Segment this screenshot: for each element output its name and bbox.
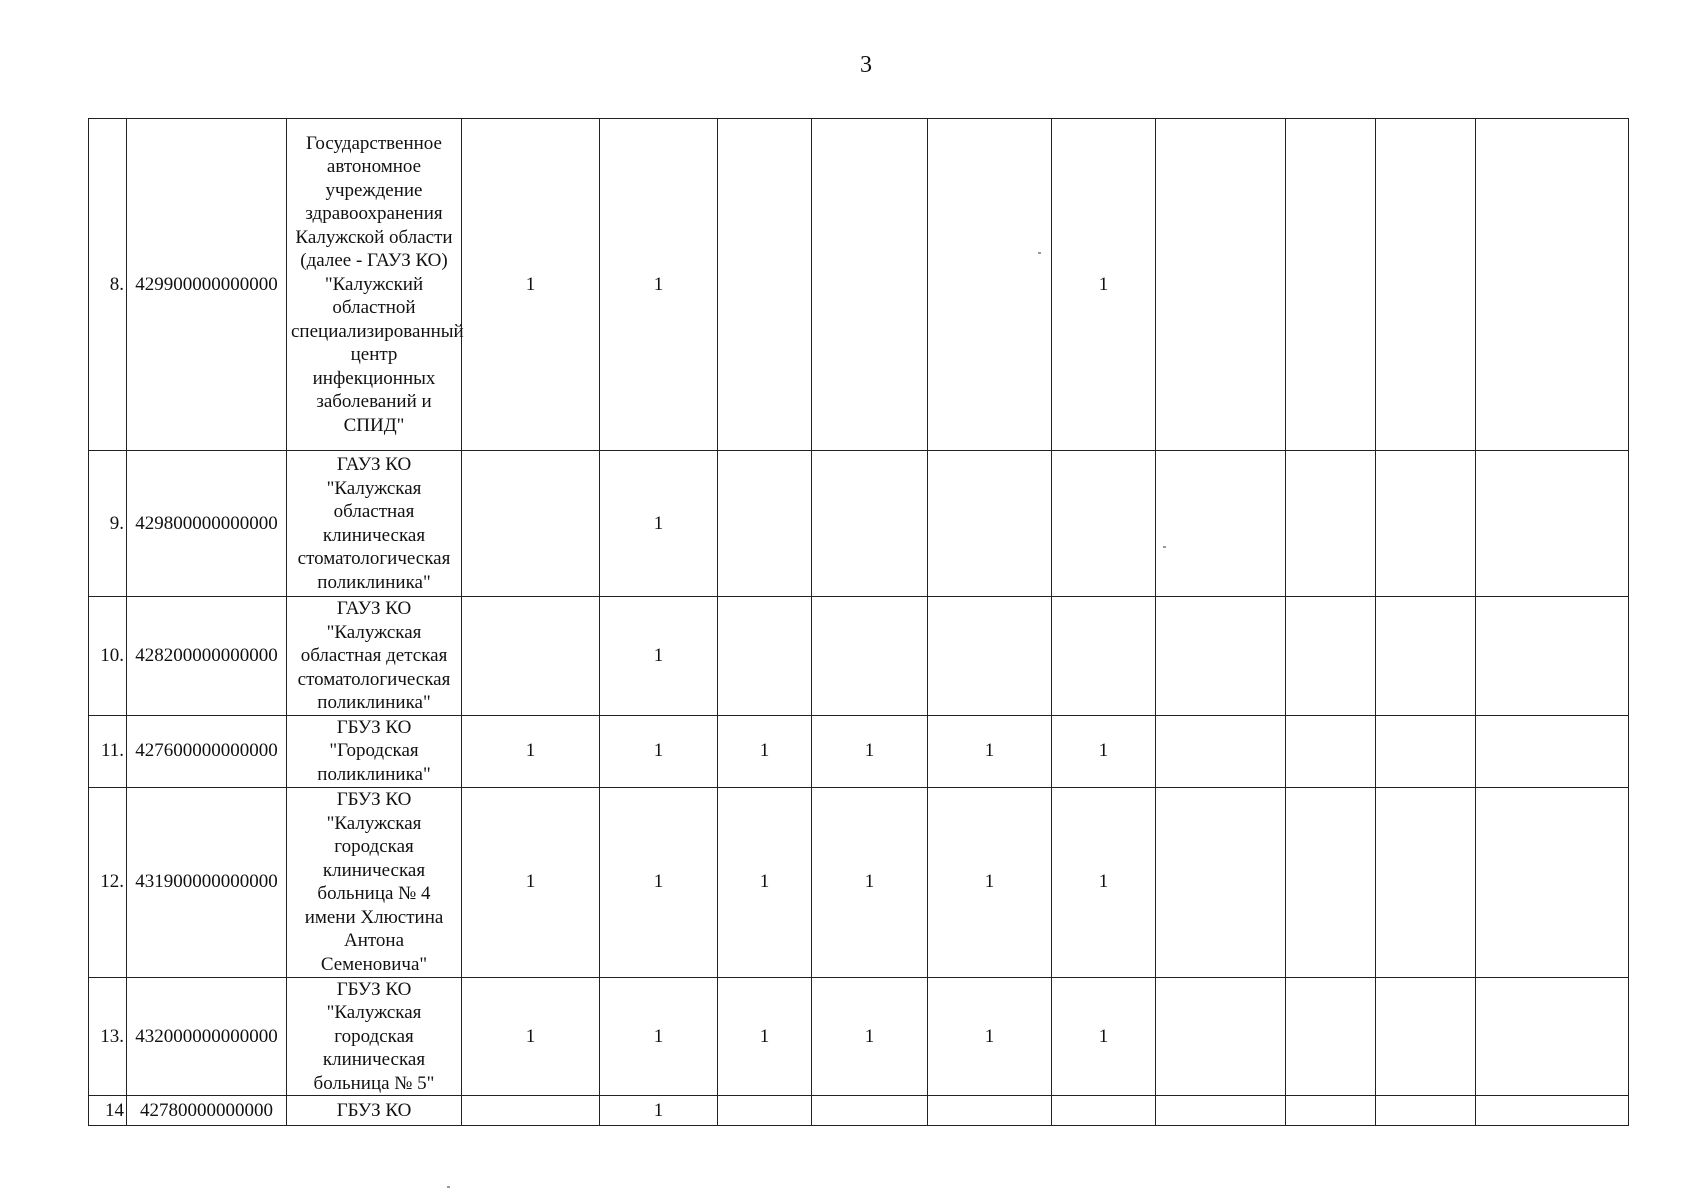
value-cell [1156,451,1286,597]
value-cell [1376,787,1476,977]
value-cell: 1 [600,1096,718,1126]
scan-speck [1038,252,1041,254]
value-cell: 1 [462,715,600,787]
value-cell: 1 [718,787,812,977]
value-cell: 1 [462,119,600,451]
value-cell [1156,597,1286,716]
org-name: ГАУЗ КО "Калужская областная клиническая стоматологическая поликлиника" [287,451,462,597]
value-cell [1476,787,1629,977]
value-cell: 1 [928,977,1052,1096]
value-cell: 1 [812,715,928,787]
value-cell [928,1096,1052,1126]
value-cell: 1 [600,977,718,1096]
value-cell: 1 [600,715,718,787]
value-cell: 1 [462,977,600,1096]
value-cell [462,451,600,597]
table-row [89,451,1629,597]
org-code: 42780000000000 [127,1096,287,1126]
value-cell [812,597,928,716]
value-cell: 1 [600,597,718,716]
value-cell: 1 [1052,119,1156,451]
value-cell [1376,597,1476,716]
value-cell: 1 [600,787,718,977]
value-cell: 1 [600,119,718,451]
value-cell [718,119,812,451]
value-cell [1286,787,1376,977]
value-cell [1052,597,1156,716]
value-cell [928,119,1052,451]
value-cell [812,119,928,451]
value-cell [1052,1096,1156,1126]
table-row [89,715,1629,787]
value-cell [1476,597,1629,716]
value-cell [1476,977,1629,1096]
value-cell [1476,119,1629,451]
value-cell: 1 [812,977,928,1096]
value-cell: 1 [928,787,1052,977]
org-name: ГБУЗ КО "Калужская городская клиническая больница № 4 имени Хлюстина Антона Семеновича" [287,787,462,977]
value-cell [928,597,1052,716]
value-cell [1286,1096,1376,1126]
value-cell [1052,451,1156,597]
org-code: 429900000000000 [127,119,287,451]
org-name: Государственное автономное учреждение здравоохранения Калужской области (далее - ГАУЗ КО) "Калужский областной специализированный центр инфекционных заболеваний и СПИД" [287,119,462,451]
table-row [89,977,1629,1096]
value-cell [928,451,1052,597]
table-row [89,787,1629,977]
org-code: 432000000000000 [127,977,287,1096]
row-number: 11. [89,715,127,787]
facilities-table [88,118,1629,1126]
org-name: ГБУЗ КО "Городская поликлиника" [287,715,462,787]
value-cell [1376,119,1476,451]
value-cell [1476,715,1629,787]
value-cell [718,597,812,716]
value-cell: 1 [1052,715,1156,787]
row-number: 13. [89,977,127,1096]
value-cell [718,451,812,597]
org-code: 427600000000000 [127,715,287,787]
scan-speck [1163,546,1166,548]
value-cell [1476,1096,1629,1126]
org-code: 428200000000000 [127,597,287,716]
table-row [89,1096,1629,1126]
value-cell: 1 [812,787,928,977]
value-cell [1286,597,1376,716]
value-cell: 1 [928,715,1052,787]
row-number: 9. [89,451,127,597]
value-cell [812,1096,928,1126]
value-cell [812,451,928,597]
value-cell [1286,119,1376,451]
value-cell [1376,451,1476,597]
row-number: 10. [89,597,127,716]
value-cell: 1 [718,977,812,1096]
value-cell [1286,977,1376,1096]
value-cell: 1 [1052,977,1156,1096]
value-cell [718,1096,812,1126]
value-cell [1476,451,1629,597]
org-code: 429800000000000 [127,451,287,597]
value-cell [1376,977,1476,1096]
org-code: 431900000000000 [127,787,287,977]
value-cell [1156,977,1286,1096]
value-cell [462,597,600,716]
value-cell: 1 [462,787,600,977]
row-number: 12. [89,787,127,977]
org-name: ГАУЗ КО "Калужская областная детская стоматологическая поликлиника" [287,597,462,716]
table-row [89,119,1629,451]
value-cell [1376,1096,1476,1126]
value-cell [462,1096,600,1126]
value-cell: 1 [718,715,812,787]
value-cell [1156,787,1286,977]
value-cell [1156,715,1286,787]
value-cell: 1 [600,451,718,597]
scan-speck [447,1186,450,1188]
row-number: 8. [89,119,127,451]
page-number: 3 [860,52,872,78]
value-cell [1156,119,1286,451]
org-name: ГБУЗ КО [287,1096,462,1126]
table-row [89,597,1629,716]
value-cell: 1 [1052,787,1156,977]
value-cell [1156,1096,1286,1126]
row-number: 14 [89,1096,127,1126]
value-cell [1286,451,1376,597]
org-name: ГБУЗ КО "Калужская городская клиническая больница № 5" [287,977,462,1096]
value-cell [1376,715,1476,787]
value-cell [1286,715,1376,787]
